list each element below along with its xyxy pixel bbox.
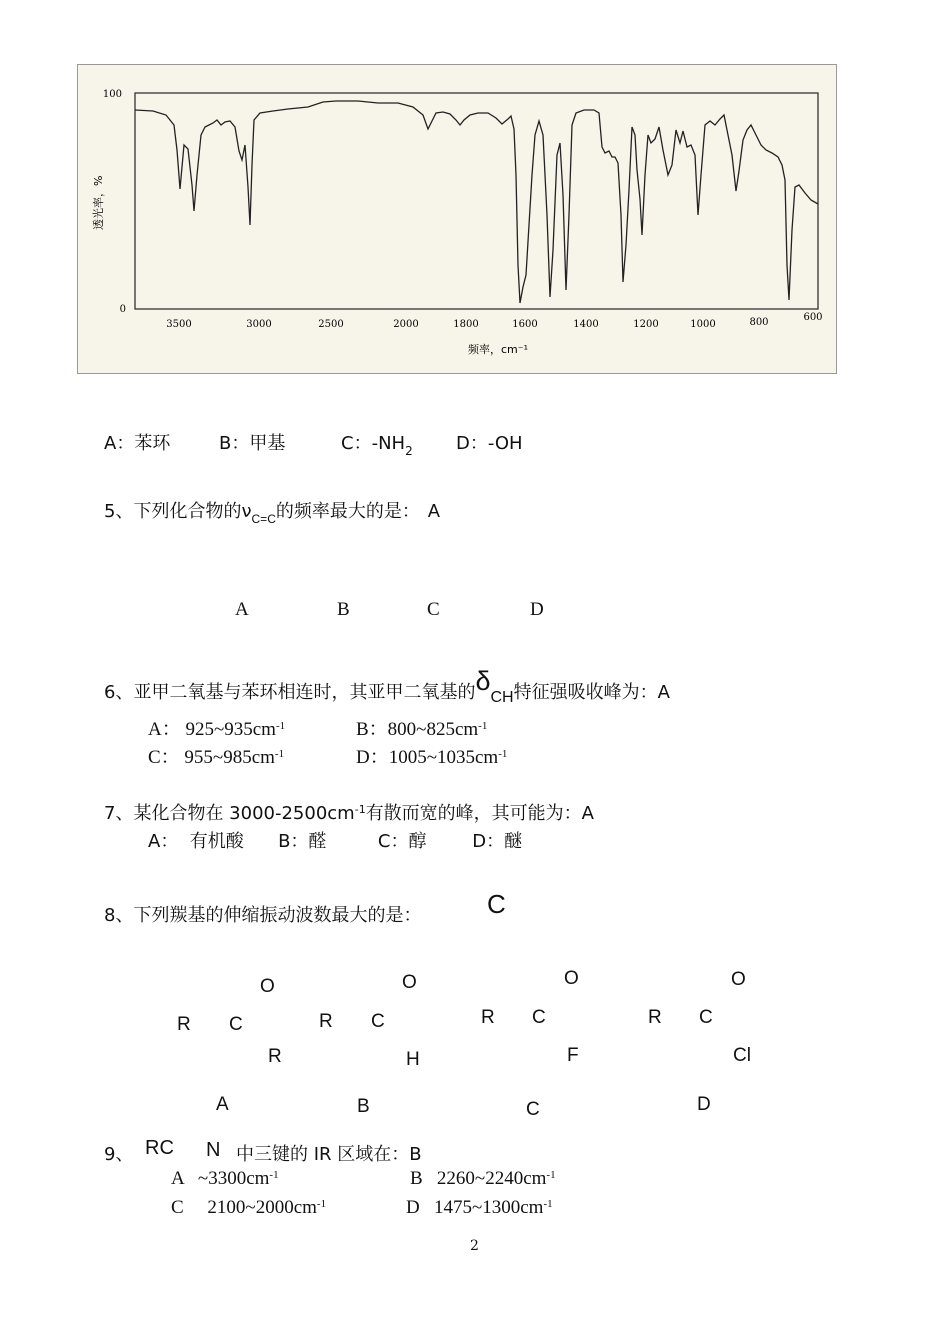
q9-option-d bbox=[406, 1197, 553, 1219]
q4-option-c-text: C：-NH bbox=[341, 433, 406, 454]
ir-spectrum-svg bbox=[78, 65, 836, 373]
q9-rc: RC bbox=[145, 1137, 174, 1159]
y-tick-0: 0 bbox=[119, 304, 126, 315]
q9-option-d-text: D 1475~1300cm bbox=[406, 1197, 544, 1218]
q9-option-a-text: A ~3300cm bbox=[171, 1168, 270, 1189]
x-axis-label: 频率，cm⁻¹ bbox=[468, 343, 528, 356]
mol-a-oxygen: O bbox=[260, 976, 275, 997]
q6-option-b-text: B：800~825cm bbox=[356, 719, 479, 740]
q9-option-a-exp: -1 bbox=[269, 1169, 279, 1181]
mol-a-carbon: C bbox=[229, 1014, 243, 1035]
q4-option-a: A：苯环 bbox=[104, 433, 171, 454]
q5-stem-prefix: 5、下列化合物的ν bbox=[104, 501, 252, 522]
q9-option-b-text: B 2260~2240cm bbox=[410, 1168, 547, 1189]
q6-option-a bbox=[148, 714, 285, 741]
q5-label-b: B bbox=[337, 599, 350, 620]
q9-n: N bbox=[206, 1139, 221, 1161]
x-tick-1000: 1000 bbox=[690, 319, 716, 330]
mol-d-substituent: Cl bbox=[733, 1045, 751, 1066]
mol-b-r: R bbox=[319, 1011, 333, 1032]
q9-option-b-exp: -1 bbox=[546, 1169, 556, 1181]
y-tick-100: 100 bbox=[102, 89, 122, 100]
q7-options: A： 有机酸 B：醛 C：醇 D：醚 bbox=[148, 831, 523, 852]
q7-stem-exp: -1 bbox=[354, 803, 366, 816]
x-tick-2500: 2500 bbox=[318, 319, 344, 330]
q8-answer: C bbox=[487, 889, 506, 919]
q7-stem-suffix: 有散而宽的峰，其可能为：A bbox=[365, 803, 594, 824]
mol-a-substituent: R bbox=[268, 1046, 282, 1067]
q9-option-b bbox=[410, 1168, 556, 1190]
q6-option-a-text: A： 925~935cm bbox=[148, 719, 276, 740]
q9-option-c-text: C 2100~2000cm bbox=[171, 1197, 317, 1218]
ir-spectrum-trace bbox=[135, 101, 818, 303]
q9-number: 9、 bbox=[104, 1144, 134, 1165]
mol-c-oxygen: O bbox=[564, 968, 579, 989]
q4-option-b: B：甲基 bbox=[219, 433, 286, 454]
q7-stem bbox=[104, 799, 594, 825]
q5-answer: A bbox=[427, 501, 440, 521]
q6-option-d-text: D：1005~1035cm bbox=[356, 747, 499, 768]
q6-option-d-exp: -1 bbox=[498, 748, 508, 760]
mol-b-carbon: C bbox=[371, 1011, 385, 1032]
mol-a-label: A bbox=[216, 1094, 229, 1115]
q5-stem-sub: C=C bbox=[251, 512, 276, 526]
q6-delta-sub: CH bbox=[490, 689, 514, 706]
mol-c-substituent: F bbox=[567, 1045, 579, 1066]
q6-stem-suffix: 特征强吸收峰为：A bbox=[513, 682, 670, 703]
q5-stem bbox=[104, 497, 440, 526]
q6-option-c-text: C： 955~985cm bbox=[148, 747, 275, 768]
mol-d-oxygen: O bbox=[731, 969, 746, 990]
x-tick-800: 800 bbox=[749, 317, 769, 328]
mol-b-label: B bbox=[357, 1096, 370, 1117]
q6-option-c bbox=[148, 742, 284, 769]
x-tick-1200: 1200 bbox=[633, 319, 659, 330]
q8-stem: 8、下列羰基的伸缩振动波数最大的是： bbox=[104, 905, 422, 926]
q6-option-b bbox=[356, 714, 487, 741]
mol-d-carbon: C bbox=[699, 1007, 713, 1028]
q6-option-d bbox=[356, 742, 507, 769]
y-axis-label: 透光率，% bbox=[92, 175, 105, 230]
q6-option-b-exp: -1 bbox=[478, 720, 488, 732]
x-tick-1600: 1600 bbox=[512, 319, 538, 330]
q5-label-d: D bbox=[530, 599, 544, 620]
mol-d-r: R bbox=[648, 1007, 662, 1028]
q5-label-a: A bbox=[235, 599, 249, 620]
x-tick-2000: 2000 bbox=[393, 319, 419, 330]
q9-option-d-exp: -1 bbox=[543, 1198, 553, 1210]
mol-d-label: D bbox=[697, 1094, 711, 1115]
x-tick-3500: 3500 bbox=[166, 319, 192, 330]
x-tick-3000: 3000 bbox=[246, 319, 272, 330]
mol-c-r: R bbox=[481, 1007, 495, 1028]
q9-option-a bbox=[171, 1168, 279, 1190]
mol-c-carbon: C bbox=[532, 1007, 546, 1028]
x-tick-1400: 1400 bbox=[573, 319, 599, 330]
q9-option-c-exp: -1 bbox=[316, 1198, 327, 1210]
x-tick-1800: 1800 bbox=[453, 319, 479, 330]
plot-frame bbox=[135, 93, 818, 309]
mol-c-label: C bbox=[526, 1099, 540, 1120]
q9-stem: 中三键的 IR 区域在：B bbox=[236, 1144, 422, 1165]
mol-a-r: R bbox=[177, 1014, 191, 1035]
mol-b-substituent: H bbox=[406, 1049, 420, 1070]
q4-option-d: D：-OH bbox=[456, 433, 523, 454]
q4-option-c bbox=[341, 429, 413, 458]
q6-option-a-exp: -1 bbox=[275, 720, 286, 732]
q9-option-c bbox=[171, 1197, 326, 1219]
q5-stem-suffix: 的频率最大的是： bbox=[275, 501, 420, 522]
q5-label-c: C bbox=[427, 599, 440, 620]
q6-delta-symbol: δ bbox=[475, 666, 491, 696]
x-tick-600: 600 bbox=[803, 312, 823, 323]
q7-stem-prefix: 7、某化合物在 3000-2500cm bbox=[104, 803, 355, 824]
page-number: 2 bbox=[470, 1238, 479, 1254]
q6-stem bbox=[104, 666, 670, 707]
mol-b-oxygen: O bbox=[402, 972, 417, 993]
ir-spectrum-figure bbox=[77, 64, 837, 374]
q6-stem-prefix: 6、亚甲二氧基与苯环相连时，其亚甲二氧基的 bbox=[104, 682, 476, 703]
q6-option-c-exp: -1 bbox=[274, 748, 285, 760]
q4-option-c-sub: 2 bbox=[405, 444, 413, 458]
